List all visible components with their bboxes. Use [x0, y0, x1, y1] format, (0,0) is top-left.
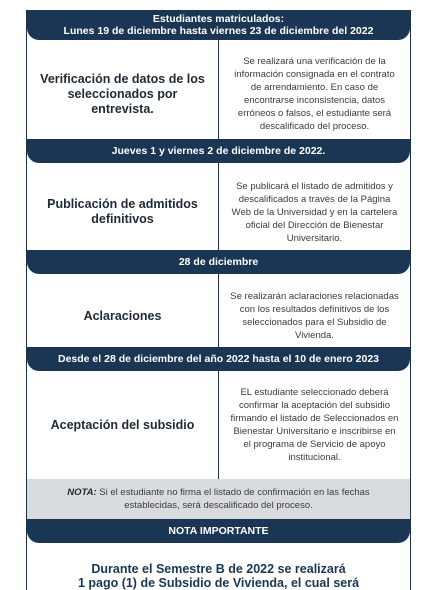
section-row [27, 40, 410, 148]
section-title: Publicación de admitidos definitivos [27, 163, 219, 261]
section-row [27, 163, 410, 261]
important-line2: 1 pago (1) de Subsidio de Vivienda, el cual será [77, 576, 360, 590]
section-header-line1: 28 de diciembre [178, 256, 259, 268]
section-description: EL estudiante seleccionado deberá confirmar la aceptación del subsidio firmando el listado de Seleccionados en Bienestar Universitario e inscribirse en el programa de Servicio de apoyo institucional. [230, 387, 399, 463]
section-row [27, 371, 410, 479]
section-header-line1: Desde el 28 de diciembre del año 2022 hasta el 10 de enero 2023 [58, 353, 379, 365]
schedule-table [26, 10, 411, 590]
section-description: Se publicará el listado de admitidos y descalificados a través de la Página Web de la Universidad y en la cartelera oficial del Dirección de Bienestar Universitario. [231, 180, 398, 244]
note-body: Si el estudiante no firma el listado de confirmación en las fechas establecidas, será descalificado del proceso. [96, 487, 370, 511]
section-title: Aclaraciones [27, 274, 219, 358]
important-header-label: NOTA IMPORTANTE [168, 525, 269, 537]
note-label: NOTA: [67, 487, 97, 498]
note-text [41, 486, 396, 512]
note-box [27, 479, 410, 519]
section-header [27, 250, 410, 274]
section-title: Verificación de datos de los seleccionados por entrevista. [27, 40, 219, 148]
section-description: Se realizará una verificación de la información consignada en el contrato de arrendamiento. En caso de encontrarse inconsistencia, datos erróneos o falsos, el estudiante será descalificado del proceso. [234, 56, 395, 132]
section-header-line2: Lunes 19 de diciembre hasta viernes 23 de diciembre del 2022 [63, 25, 374, 37]
section-header [27, 139, 410, 163]
section-title: Aceptación del subsidio [27, 371, 219, 479]
important-header [27, 519, 410, 543]
section-header [27, 347, 410, 371]
section-header-line1: Jueves 1 y viernes 2 de diciembre de 2022. [111, 145, 326, 157]
section-description: Se realizarán aclaraciones relacionadas con los resultados definitivos de los seleccionados para el Subsidio de Vivienda. [230, 291, 399, 341]
section-header-line1: Estudiantes matriculados: [152, 13, 285, 25]
section-row [27, 274, 410, 358]
important-text [27, 562, 410, 590]
important-line1: Durante el Semestre B de 2022 se realizará [91, 562, 346, 576]
section-header [27, 10, 410, 40]
